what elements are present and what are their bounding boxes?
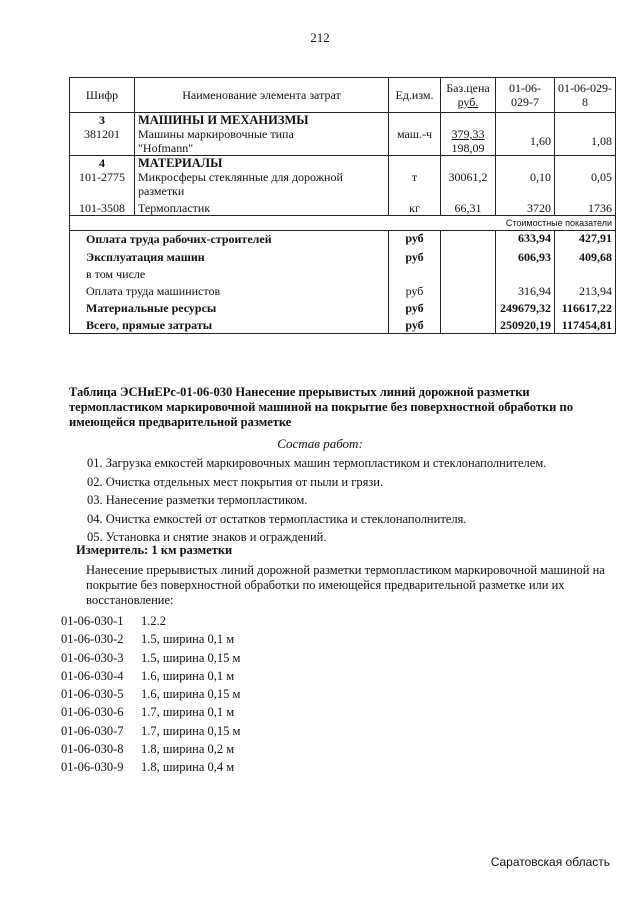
row-name: Термопластик	[135, 198, 389, 216]
row-code: 381201	[70, 127, 135, 156]
code-id: 01-06-030-4	[61, 668, 124, 683]
row-price	[441, 127, 496, 156]
meter-description: Нанесение прерывистых линий дорожной разметки термопластиком маркировочной машиной на покрытие без поверхностной обработки по имеющейся предварительной разметке или их восстановление:	[86, 563, 605, 607]
row-value-1: 0,10	[496, 170, 555, 198]
summary-value-1: 633,94	[496, 231, 555, 247]
code-list	[61, 612, 240, 777]
list-item	[61, 685, 240, 703]
header-code: Шифр	[70, 78, 135, 113]
header-col2: 01-06-029-8	[555, 78, 616, 113]
list-item: 01. Загрузка емкостей маркировочных машин термопластиком и стеклонаполнителем.	[87, 456, 547, 470]
summary-row	[70, 298, 616, 315]
code-id: 01-06-030-6	[61, 705, 124, 720]
code-desc: 1.6, ширина 0,1 м	[141, 668, 235, 683]
summary-label: Оплата труда машинистов	[70, 281, 389, 298]
summary-unit: руб	[389, 281, 441, 298]
summary-label: Материальные ресурсы	[70, 298, 389, 315]
code-desc: 1.8, ширина 0,2 м	[141, 742, 235, 757]
code-id: 01-06-030-5	[61, 687, 124, 702]
code-desc: 1.5, ширина 0,15 м	[141, 650, 241, 665]
section-num: 4	[70, 156, 135, 171]
row-unit: т	[389, 170, 441, 198]
row-name	[135, 127, 389, 156]
row-value-1: 3720	[496, 198, 555, 216]
code-desc: 1.8, ширина 0,4 м	[141, 760, 235, 775]
summary-value-2: 117454,81	[555, 315, 616, 334]
header-price-line2: руб.	[457, 95, 479, 109]
row-code: 101-3508	[70, 198, 135, 216]
section-title: МАТЕРИАЛЫ	[135, 156, 389, 171]
row-value-2: 0,05	[555, 170, 616, 198]
summary-label: Всего, прямые затраты	[70, 315, 389, 334]
row-name-line1: Машины маркировочные типа	[138, 127, 294, 141]
list-item	[61, 649, 240, 667]
summary-label: Оплата труда рабочих-строителей	[70, 231, 389, 247]
table-row	[70, 127, 616, 156]
row-price-line1: 379,33	[451, 127, 485, 141]
summary-row	[70, 281, 616, 298]
code-id: 01-06-030-1	[61, 614, 124, 628]
row-unit: маш.-ч	[389, 127, 441, 156]
row-value-2: 1736	[555, 198, 616, 216]
summary-unit: руб	[389, 315, 441, 334]
summary-row	[70, 264, 616, 281]
list-item: 03. Нанесение разметки термопластиком.	[87, 493, 308, 507]
table-row	[70, 198, 616, 216]
list-item	[61, 667, 240, 685]
summary-row	[70, 315, 616, 334]
row-value-1: 1,60	[496, 127, 555, 156]
code-desc: 1.7, ширина 0,15 м	[141, 723, 241, 738]
summary-value-2: 116617,22	[555, 298, 616, 315]
code-id: 01-06-030-8	[61, 742, 124, 757]
row-name-line2: "Hofmann"	[138, 141, 194, 155]
list-item	[61, 703, 240, 721]
section-row	[70, 113, 616, 128]
code-id: 01-06-030-9	[61, 760, 124, 775]
row-value-2: 1,08	[555, 127, 616, 156]
summary-value-1: 606,93	[496, 246, 555, 264]
summary-unit: руб	[389, 246, 441, 264]
cost-indicators-note: Стоимостные показатели	[70, 216, 616, 231]
summary-label: Эксплуатация машин	[70, 246, 389, 264]
summary-label: в том числе	[70, 264, 389, 281]
row-name-line1: Микросферы стеклянные для дорожной	[138, 170, 343, 184]
row-name-line2: разметки	[138, 184, 185, 198]
code-desc: 1.7, ширина 0,1 м	[141, 705, 235, 720]
table-header-row	[70, 78, 616, 113]
summary-value-2: 427,91	[555, 231, 616, 247]
summary-value-2: 409,68	[555, 246, 616, 264]
meter-label: Измеритель: 1 км разметки	[76, 543, 233, 557]
cost-indicators-row	[70, 216, 616, 231]
list-item: 05. Установка и снятие знаков и ограждений.	[87, 530, 327, 544]
section-row	[70, 156, 616, 171]
code-desc: 1.5, ширина 0,1 м	[141, 632, 235, 647]
list-item	[61, 630, 240, 648]
list-item	[61, 758, 240, 776]
row-price-line2: 198,09	[451, 141, 485, 155]
list-item: 02. Очистка отдельных мест покрытия от пыли и грязи.	[87, 474, 384, 489]
summary-value-1: 249679,32	[496, 298, 555, 315]
code-id: 01-06-030-3	[61, 650, 124, 665]
row-name	[135, 170, 389, 198]
code-id: 01-06-030-7	[61, 723, 124, 738]
cost-table	[69, 77, 616, 334]
summary-unit: руб	[389, 231, 441, 247]
code-desc: 1.6, ширина 0,15 м	[141, 687, 241, 702]
section-title: МАШИНЫ И МЕХАНИЗМЫ	[135, 113, 389, 128]
row-price: 30061,2	[441, 170, 496, 198]
summary-value-1: 316,94	[496, 281, 555, 298]
work-composition-heading: Состав работ:	[277, 436, 363, 451]
section-num: 3	[70, 113, 135, 128]
row-price: 66,31	[441, 198, 496, 216]
header-name: Наименование элемента затрат	[135, 78, 389, 113]
row-code: 101-2775	[70, 170, 135, 198]
table-title: Таблица ЭСНиЕРс-01-06-030 Нанесение прерывистых линий дорожной разметки термопластиком маркировочной машиной на покрытие без поверхностной обработки по имеющейся предварительной разметке	[69, 385, 573, 429]
list-item	[61, 612, 240, 630]
code-id: 01-06-030-2	[61, 632, 124, 647]
header-price-line1: Баз.цена	[446, 81, 490, 95]
work-list	[87, 454, 546, 547]
list-item: 04. Очистка емкостей от остатков термопластика и стеклонаполнителя.	[87, 511, 467, 526]
row-unit: кг	[389, 198, 441, 216]
summary-unit: руб	[389, 298, 441, 315]
header-col1: 01-06-029-7	[496, 78, 555, 113]
list-item	[61, 722, 240, 740]
code-desc: 1.2.2	[141, 614, 166, 628]
footer-region: Саратовская область	[490, 855, 610, 869]
list-item	[61, 740, 240, 758]
header-unit: Ед.изм.	[389, 78, 441, 113]
summary-value-1: 250920,19	[496, 315, 555, 334]
summary-value-2: 213,94	[555, 281, 616, 298]
summary-row	[70, 231, 616, 247]
header-price	[441, 78, 496, 113]
page-number: 212	[310, 30, 330, 45]
table-row	[70, 170, 616, 198]
summary-row	[70, 246, 616, 264]
